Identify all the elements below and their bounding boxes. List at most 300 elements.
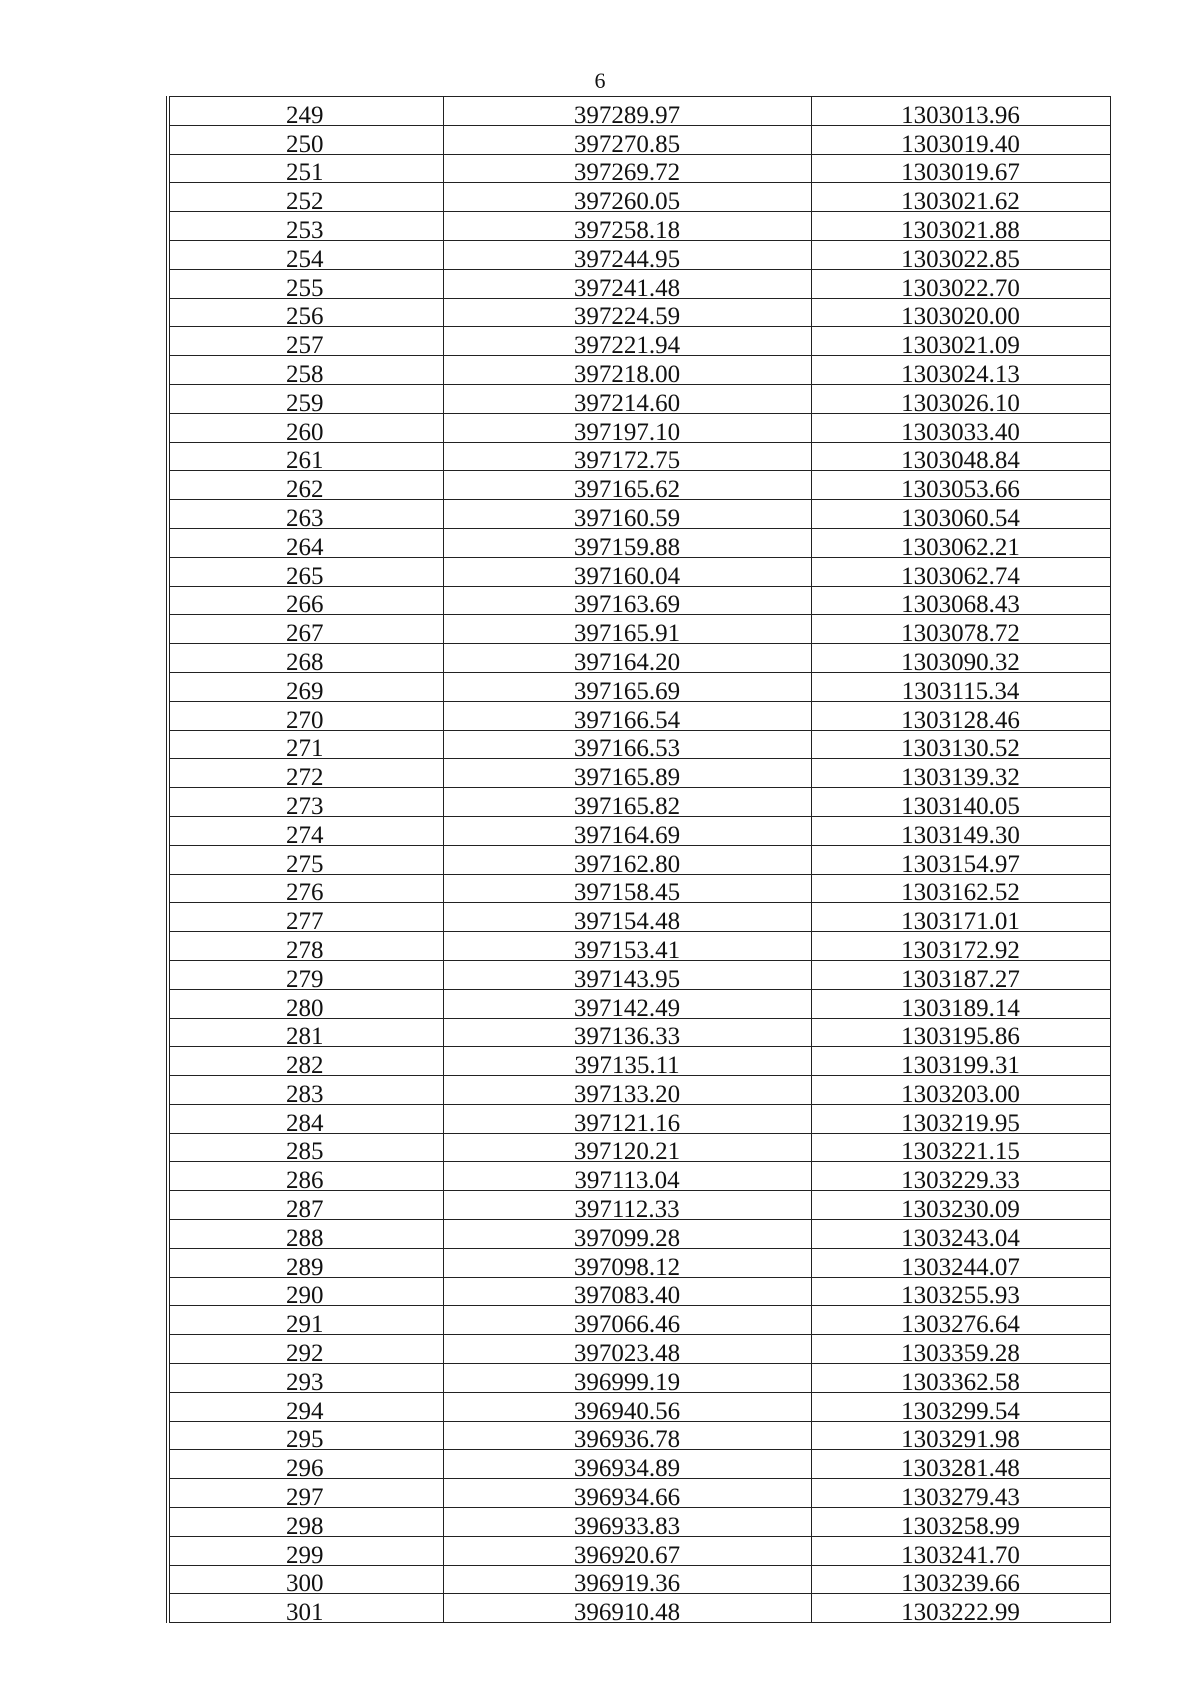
table-row [168,471,1110,500]
point-number-text: 269 [286,677,324,702]
y-coordinate-text: 1303021.62 [901,188,1020,212]
point-number-text: 259 [286,389,324,414]
point-number-cell [168,1364,443,1393]
x-coordinate-text: 397214.60 [573,389,681,414]
point-number-text: 279 [286,965,324,990]
point-number-cell [168,874,443,903]
y-coordinate-cell [811,874,1110,903]
table-row [168,1104,1110,1133]
table-row [168,557,1110,586]
point-number-text: 285 [286,1138,324,1162]
y-coordinate-cell [811,1076,1110,1105]
point-number-cell [168,1594,443,1623]
point-number-text: 295 [286,1426,324,1450]
table-row [168,701,1110,730]
y-coordinate-text: 1303221.15 [901,1138,1020,1162]
y-coordinate-cell [811,269,1110,298]
point-number-cell [168,1076,443,1105]
y-coordinate-cell [811,730,1110,759]
x-coordinate-text: 397241.48 [573,274,681,299]
point-number-cell [168,442,443,471]
x-coordinate-cell [443,1364,811,1393]
point-number-cell [168,212,443,241]
x-coordinate-text: 397158.45 [573,879,681,903]
table-row [168,1018,1110,1047]
table-row [168,1220,1110,1249]
y-coordinate-text: 1303090.32 [901,648,1020,673]
point-number-text: 263 [286,504,324,529]
x-coordinate-text: 396920.67 [573,1541,681,1566]
y-coordinate-cell [811,384,1110,413]
y-coordinate-cell [811,1018,1110,1047]
point-number-text: 290 [286,1282,324,1306]
point-number-cell [168,989,443,1018]
coordinates-table [166,96,1111,1623]
point-number-text: 291 [286,1311,324,1335]
point-number-text: 296 [286,1455,324,1479]
y-coordinate-cell [811,125,1110,154]
y-coordinate-text: 1303359.28 [901,1340,1020,1364]
x-coordinate-cell [443,816,811,845]
x-coordinate-cell [443,615,811,644]
point-number-cell [168,97,443,126]
point-number-text: 250 [286,130,324,155]
point-number-text: 254 [286,245,324,270]
table-row [168,1047,1110,1076]
table-row [168,874,1110,903]
point-number-text: 258 [286,360,324,385]
table-row [168,384,1110,413]
y-coordinate-text: 1303203.00 [901,1080,1020,1105]
point-number-text: 272 [286,764,324,788]
point-number-cell [168,960,443,989]
y-coordinate-cell [811,298,1110,327]
point-number-text: 261 [286,447,324,471]
page-number: 6 [594,68,606,93]
y-coordinate-text: 1303022.70 [901,274,1020,299]
y-coordinate-cell [811,960,1110,989]
point-number-text: 262 [286,476,324,500]
y-coordinate-cell [811,97,1110,126]
point-number-text: 298 [286,1512,324,1537]
x-coordinate-text: 397160.59 [573,504,681,529]
x-coordinate-cell [443,1248,811,1277]
point-number-cell [168,240,443,269]
table-row [168,932,1110,961]
y-coordinate-cell [811,1392,1110,1421]
y-coordinate-text: 1303022.85 [901,245,1020,270]
y-coordinate-text: 1303199.31 [901,1052,1020,1076]
y-coordinate-text: 1303021.88 [901,216,1020,241]
point-number-text: 293 [286,1368,324,1393]
table-row [168,586,1110,615]
y-coordinate-text: 1303281.48 [901,1455,1020,1479]
point-number-cell [168,1191,443,1220]
point-number-text: 270 [286,706,324,731]
x-coordinate-cell [443,557,811,586]
point-number-cell [168,672,443,701]
x-coordinate-cell [443,154,811,183]
point-number-cell [168,644,443,673]
y-coordinate-cell [811,1277,1110,1306]
table-row [168,1162,1110,1191]
table-row [168,327,1110,356]
y-coordinate-cell [811,212,1110,241]
point-number-cell [168,1162,443,1191]
point-number-cell [168,1047,443,1076]
point-number-text: 300 [286,1570,324,1594]
y-coordinate-text: 1303244.07 [901,1253,1020,1278]
x-coordinate-text: 397269.72 [573,159,681,183]
table-row [168,528,1110,557]
x-coordinate-cell [443,759,811,788]
y-coordinate-text: 1303241.70 [901,1541,1020,1566]
point-number-cell [168,1104,443,1133]
table-row [168,644,1110,673]
point-number-cell [168,298,443,327]
point-number-cell [168,528,443,557]
y-coordinate-cell [811,701,1110,730]
point-number-cell [168,845,443,874]
x-coordinate-text: 397165.69 [573,677,681,702]
point-number-cell [168,1536,443,1565]
x-coordinate-text: 397258.18 [573,216,681,241]
table-row [168,154,1110,183]
x-coordinate-cell [443,356,811,385]
x-coordinate-cell [443,788,811,817]
x-coordinate-cell [443,327,811,356]
point-number-cell [168,413,443,442]
table-row [168,989,1110,1018]
table-row [168,1335,1110,1364]
y-coordinate-text: 1303020.00 [901,303,1020,327]
table-row [168,730,1110,759]
point-number-text: 278 [286,936,324,961]
x-coordinate-text: 396910.48 [573,1599,681,1623]
x-coordinate-text: 397112.33 [574,1196,680,1220]
table-row [168,298,1110,327]
y-coordinate-cell [811,586,1110,615]
table-row [168,1191,1110,1220]
y-coordinate-cell [811,1220,1110,1249]
point-number-cell [168,615,443,644]
y-coordinate-text: 1303239.66 [901,1570,1020,1594]
y-coordinate-text: 1303195.86 [901,1023,1020,1047]
x-coordinate-text: 397163.69 [573,591,681,615]
y-coordinate-cell [811,413,1110,442]
table-row [168,1277,1110,1306]
x-coordinate-cell [443,1076,811,1105]
y-coordinate-text: 1303139.32 [901,764,1020,788]
x-coordinate-cell [443,269,811,298]
point-number-text: 252 [286,188,324,212]
table-row [168,97,1110,126]
point-number-text: 283 [286,1080,324,1105]
x-coordinate-cell [443,1594,811,1623]
table-row [168,816,1110,845]
y-coordinate-cell [811,1191,1110,1220]
point-number-cell [168,500,443,529]
point-number-cell [168,1018,443,1047]
y-coordinate-text: 1303154.97 [901,850,1020,875]
y-coordinate-cell [811,1565,1110,1594]
y-coordinate-text: 1303060.54 [901,504,1020,529]
y-coordinate-cell [811,1594,1110,1623]
table-row [168,903,1110,932]
x-coordinate-cell [443,874,811,903]
point-number-text: 275 [286,850,324,875]
point-number-text: 267 [286,620,324,644]
table-row [168,1421,1110,1450]
x-coordinate-cell [443,1450,811,1479]
table-row [168,1248,1110,1277]
x-coordinate-cell [443,932,811,961]
x-coordinate-cell [443,903,811,932]
point-number-cell [168,1479,443,1508]
point-number-cell [168,730,443,759]
x-coordinate-cell [443,701,811,730]
y-coordinate-cell [811,788,1110,817]
x-coordinate-cell [443,1335,811,1364]
y-coordinate-cell [811,1133,1110,1162]
y-coordinate-text: 1303362.58 [901,1368,1020,1393]
x-coordinate-text: 397165.89 [573,764,681,788]
x-coordinate-text: 397224.59 [573,303,681,327]
point-number-text: 276 [286,879,324,903]
point-number-cell [168,1133,443,1162]
point-number-cell [168,125,443,154]
table-row [168,1450,1110,1479]
y-coordinate-text: 1303291.98 [901,1426,1020,1450]
x-coordinate-cell [443,1220,811,1249]
point-number-cell [168,1277,443,1306]
x-coordinate-cell [443,125,811,154]
x-coordinate-text: 397270.85 [573,130,681,155]
table-row [168,759,1110,788]
x-coordinate-cell [443,1047,811,1076]
x-coordinate-cell [443,1277,811,1306]
x-coordinate-cell [443,212,811,241]
y-coordinate-text: 1303187.27 [901,965,1020,990]
table-row [168,1306,1110,1335]
y-coordinate-cell [811,154,1110,183]
y-coordinate-cell [811,183,1110,212]
point-number-text: 292 [286,1340,324,1364]
x-coordinate-text: 397098.12 [573,1253,681,1278]
x-coordinate-text: 397165.91 [573,620,681,644]
table-row [168,356,1110,385]
y-coordinate-cell [811,471,1110,500]
y-coordinate-text: 1303021.09 [901,332,1020,356]
x-coordinate-text: 396936.78 [573,1426,681,1450]
x-coordinate-text: 397221.94 [573,332,681,356]
x-coordinate-text: 397023.48 [573,1340,681,1364]
y-coordinate-text: 1303130.52 [901,735,1020,759]
x-coordinate-text: 397136.33 [573,1023,681,1047]
table-row [168,442,1110,471]
point-number-cell [168,1450,443,1479]
point-number-cell [168,327,443,356]
point-number-text: 266 [286,591,324,615]
x-coordinate-cell [443,960,811,989]
y-coordinate-cell [811,989,1110,1018]
table-row [168,960,1110,989]
y-coordinate-cell [811,845,1110,874]
table-row [168,615,1110,644]
x-coordinate-text: 397135.11 [574,1052,680,1076]
point-number-cell [168,384,443,413]
x-coordinate-text: 396919.36 [573,1570,681,1594]
table-row [168,183,1110,212]
point-number-text: 286 [286,1167,324,1191]
point-number-text: 264 [286,533,324,558]
y-coordinate-cell [811,1508,1110,1537]
x-coordinate-text: 397120.21 [573,1138,681,1162]
table-row [168,1565,1110,1594]
y-coordinate-text: 1303140.05 [901,792,1020,817]
x-coordinate-cell [443,500,811,529]
x-coordinate-cell [443,1306,811,1335]
x-coordinate-cell [443,1104,811,1133]
point-number-cell [168,471,443,500]
y-coordinate-text: 1303162.52 [901,879,1020,903]
point-number-cell [168,1508,443,1537]
point-number-cell [168,701,443,730]
x-coordinate-cell [443,644,811,673]
y-coordinate-cell [811,1047,1110,1076]
y-coordinate-text: 1303243.04 [901,1224,1020,1249]
y-coordinate-cell [811,644,1110,673]
y-coordinate-text: 1303276.64 [901,1311,1020,1335]
y-coordinate-text: 1303230.09 [901,1196,1020,1220]
y-coordinate-cell [811,615,1110,644]
point-number-text: 256 [286,303,324,327]
y-coordinate-cell [811,1248,1110,1277]
point-number-text: 301 [286,1599,324,1623]
y-coordinate-cell [811,1421,1110,1450]
y-coordinate-text: 1303062.21 [901,533,1020,558]
y-coordinate-cell [811,442,1110,471]
point-number-text: 271 [286,735,324,759]
x-coordinate-cell [443,1565,811,1594]
x-coordinate-cell [443,1162,811,1191]
point-number-cell [168,932,443,961]
x-coordinate-text: 397165.62 [573,476,681,500]
point-number-text: 255 [286,274,324,299]
y-coordinate-cell [811,1364,1110,1393]
x-coordinate-text: 397121.16 [573,1109,681,1134]
x-coordinate-text: 397172.75 [573,447,681,471]
x-coordinate-text: 397260.05 [573,188,681,212]
point-number-text: 268 [286,648,324,673]
y-coordinate-cell [811,240,1110,269]
point-number-cell [168,356,443,385]
y-coordinate-text: 1303189.14 [901,994,1020,1018]
y-coordinate-text: 1303149.30 [901,821,1020,846]
x-coordinate-text: 397083.40 [573,1282,681,1306]
point-number-text: 289 [286,1253,324,1278]
x-coordinate-cell [443,672,811,701]
y-coordinate-text: 1303171.01 [901,908,1020,932]
table-row [168,788,1110,817]
x-coordinate-cell [443,183,811,212]
x-coordinate-cell [443,845,811,874]
x-coordinate-cell [443,1133,811,1162]
table-row [168,1536,1110,1565]
point-number-cell [168,788,443,817]
point-number-cell [168,557,443,586]
table-row [168,1479,1110,1508]
y-coordinate-text: 1303062.74 [901,562,1020,587]
y-coordinate-text: 1303279.43 [901,1484,1020,1508]
x-coordinate-cell [443,298,811,327]
y-coordinate-text: 1303128.46 [901,706,1020,731]
y-coordinate-text: 1303172.92 [901,936,1020,961]
x-coordinate-cell [443,471,811,500]
x-coordinate-text: 397166.54 [573,706,681,731]
x-coordinate-text: 397066.46 [573,1311,681,1335]
y-coordinate-text: 1303053.66 [901,476,1020,500]
x-coordinate-text: 397160.04 [573,562,681,587]
x-coordinate-text: 397218.00 [573,360,681,385]
point-number-text: 253 [286,216,324,241]
x-coordinate-text: 396940.56 [573,1397,681,1422]
y-coordinate-cell [811,932,1110,961]
point-number-cell [168,1335,443,1364]
x-coordinate-cell [443,442,811,471]
point-number-cell [168,154,443,183]
point-number-text: 260 [286,418,324,443]
point-number-cell [168,1306,443,1335]
x-coordinate-cell [443,384,811,413]
x-coordinate-text: 397154.48 [573,908,681,932]
x-coordinate-cell [443,528,811,557]
y-coordinate-cell [811,1536,1110,1565]
x-coordinate-cell [443,1392,811,1421]
y-coordinate-text: 1303026.10 [901,389,1020,414]
x-coordinate-text: 396934.89 [573,1455,681,1479]
y-coordinate-text: 1303019.67 [901,159,1020,183]
point-number-text: 299 [286,1541,324,1566]
y-coordinate-cell [811,500,1110,529]
table-row [168,212,1110,241]
table-row [168,1594,1110,1623]
x-coordinate-cell [443,1421,811,1450]
x-coordinate-cell [443,730,811,759]
x-coordinate-text: 397159.88 [573,533,681,558]
x-coordinate-cell [443,240,811,269]
y-coordinate-cell [811,1479,1110,1508]
x-coordinate-cell [443,97,811,126]
x-coordinate-text: 397164.20 [573,648,681,673]
y-coordinate-cell [811,327,1110,356]
y-coordinate-cell [811,672,1110,701]
point-number-text: 251 [286,159,324,183]
point-number-cell [168,1421,443,1450]
point-number-text: 284 [286,1109,324,1134]
x-coordinate-text: 397197.10 [573,418,681,443]
y-coordinate-cell [811,356,1110,385]
table-row [168,1364,1110,1393]
point-number-text: 257 [286,332,324,356]
table-row [168,1508,1110,1537]
x-coordinate-text: 397143.95 [573,965,681,990]
x-coordinate-text: 397133.20 [573,1080,681,1105]
x-coordinate-cell [443,989,811,1018]
y-coordinate-text: 1303258.99 [901,1512,1020,1537]
y-coordinate-cell [811,1306,1110,1335]
coordinates-table-body [168,97,1110,1623]
